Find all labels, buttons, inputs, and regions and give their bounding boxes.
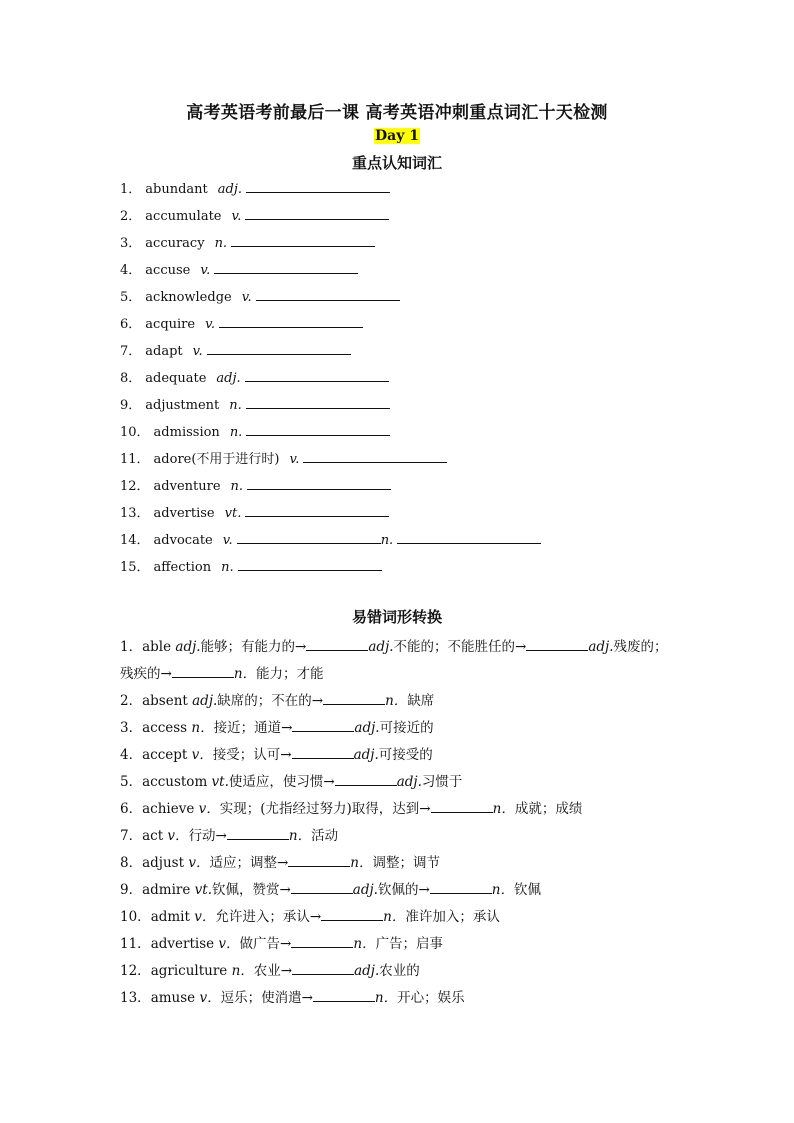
headword: advertise: [150, 936, 219, 952]
meaning-text: 钦佩，赞赏→: [211, 882, 291, 898]
vocab-pos: v.: [200, 263, 211, 278]
meaning-text: 接近；通道→: [213, 720, 293, 736]
answer-blank[interactable]: [526, 636, 588, 651]
vocab-item: [120, 475, 760, 502]
meaning-text: 习惯于: [421, 774, 463, 790]
pos-label: n．: [288, 828, 312, 844]
vocab-number: 15．: [120, 560, 150, 575]
vocab-word: admission: [153, 425, 220, 440]
pos-label: n．: [233, 666, 257, 682]
pos-label: vt.: [194, 882, 212, 898]
vocab-pos: vt.: [224, 506, 242, 521]
vocab-pos: n.: [380, 533, 394, 548]
meaning-text: 做广告→: [239, 936, 292, 952]
headword: act: [142, 828, 168, 844]
meaning-text: 农业的: [379, 963, 420, 979]
vocab-item: [120, 178, 760, 205]
answer-blank[interactable]: [291, 879, 353, 894]
pos-label: v．: [199, 990, 221, 1006]
vocab-number: 8．: [120, 371, 142, 386]
meaning-text: 活动: [311, 828, 339, 844]
answer-blank[interactable]: [292, 960, 354, 975]
word-form-item: [120, 769, 680, 796]
vocab-list: [120, 178, 760, 583]
pos-label: adj.: [354, 720, 380, 736]
vocab-item: [120, 529, 760, 556]
answer-blank[interactable]: [431, 798, 493, 813]
vocab-item: [120, 259, 760, 286]
meaning-text: 行动→: [188, 828, 227, 844]
vocab-pos: v.: [205, 317, 216, 332]
vocab-number: 14．: [120, 533, 150, 548]
headword: adjust: [142, 855, 189, 871]
meaning-text: 广告；启事: [375, 936, 444, 952]
vocab-number: 10．: [120, 425, 150, 440]
vocab-item: [120, 394, 760, 421]
meaning-text: 不能的；不能胜任的→: [393, 639, 527, 655]
answer-blank[interactable]: [237, 529, 381, 544]
pos-label: adj.: [353, 747, 379, 763]
vocab-item: [120, 205, 760, 232]
pos-label: n．: [383, 909, 406, 925]
meaning-text: 能够；有能力的→: [200, 639, 307, 655]
pos-label: v．: [188, 855, 210, 871]
meaning-text: 接受；认可→: [212, 747, 292, 763]
item-number: 10．: [120, 909, 151, 925]
vocab-word: adore(不用于进行时): [153, 452, 280, 467]
answer-blank[interactable]: [247, 475, 391, 490]
meaning-text: 成就；成绩: [514, 801, 583, 817]
meaning-text: 残废的；残疾的→: [120, 639, 668, 682]
headword: accept: [142, 747, 192, 763]
vocab-word: advocate: [153, 533, 213, 548]
vocab-pos: n.: [229, 425, 243, 440]
answer-blank[interactable]: [219, 313, 363, 328]
vocab-pos: v.: [222, 533, 233, 548]
headword: achieve: [142, 801, 199, 817]
vocab-pos: n.: [221, 560, 234, 575]
vocab-word: accuse: [145, 263, 191, 278]
vocab-word: advertise: [153, 506, 215, 521]
vocab-word: accumulate: [145, 209, 222, 224]
item-number: 4．: [120, 747, 143, 763]
meaning-text: 使适应，使习惯→: [228, 774, 335, 790]
answer-blank[interactable]: [246, 178, 390, 193]
vocab-item: [120, 367, 760, 394]
vocab-item: [120, 556, 760, 583]
answer-blank[interactable]: [313, 987, 375, 1002]
pos-label: adj.: [396, 774, 422, 790]
pos-label: adj.: [175, 639, 201, 655]
word-form-item: [120, 742, 680, 769]
headword: access: [142, 720, 192, 736]
vocab-number: 1．: [120, 182, 142, 197]
answer-blank[interactable]: [292, 717, 354, 732]
answer-blank[interactable]: [231, 232, 375, 247]
answer-blank[interactable]: [246, 421, 390, 436]
answer-blank[interactable]: [238, 556, 382, 571]
answer-blank[interactable]: [321, 906, 383, 921]
item-number: 2．: [120, 693, 143, 709]
item-number: 7．: [120, 828, 143, 844]
pos-label: v．: [198, 801, 220, 817]
word-form-item: [120, 985, 680, 1012]
meaning-text: 能力；才能: [256, 666, 324, 682]
vocab-pos: n.: [230, 479, 244, 494]
vocab-pos: adj.: [217, 182, 243, 197]
word-form-item: [120, 634, 680, 688]
confuse-list: [120, 634, 680, 1012]
pos-label: adj.: [588, 639, 614, 655]
pos-label: v．: [218, 936, 240, 952]
answer-blank[interactable]: [335, 771, 397, 786]
answer-blank[interactable]: [214, 259, 358, 274]
pos-label: adj.: [192, 693, 218, 709]
pos-label: n．: [231, 963, 254, 979]
answer-blank[interactable]: [288, 852, 350, 867]
pos-label: n．: [492, 801, 515, 817]
vocab-number: 5．: [120, 290, 142, 305]
meaning-text: 开心；娱乐: [397, 990, 465, 1006]
vocab-word: acquire: [145, 317, 196, 332]
day-highlight: Day 1: [375, 128, 419, 144]
answer-blank[interactable]: [397, 529, 541, 544]
meaning-text: 准许加入；承认: [405, 909, 500, 925]
answer-blank[interactable]: [306, 636, 368, 651]
item-number: 3．: [120, 720, 143, 736]
item-number: 12．: [120, 963, 151, 979]
item-number: 8．: [120, 855, 143, 871]
headword: absent: [142, 693, 193, 709]
word-form-item: [120, 715, 680, 742]
item-number: 13．: [120, 990, 151, 1006]
headword: able: [142, 639, 176, 655]
word-form-item: [120, 904, 680, 931]
day-label: [0, 128, 794, 144]
meaning-text: 缺席: [407, 693, 435, 709]
answer-blank[interactable]: [245, 502, 389, 517]
vocab-number: 6．: [120, 317, 142, 332]
word-form-item: [120, 688, 680, 715]
vocab-pos: adj.: [216, 371, 241, 386]
pos-label: n．: [385, 693, 408, 709]
meaning-text: 钦佩: [513, 882, 541, 898]
vocab-number: 7．: [120, 344, 142, 359]
pos-label: adj.: [352, 882, 378, 898]
word-form-item: [120, 796, 680, 823]
vocab-item: [120, 340, 760, 367]
vocab-item: [120, 448, 760, 475]
vocab-word: affection: [153, 560, 212, 575]
vocab-number: 12．: [120, 479, 150, 494]
answer-blank[interactable]: [291, 933, 353, 948]
item-number: 6．: [120, 801, 143, 817]
answer-blank[interactable]: [245, 205, 389, 220]
answer-blank[interactable]: [292, 744, 354, 759]
headword: admit: [150, 909, 195, 925]
answer-blank[interactable]: [207, 340, 351, 355]
meaning-text: 可接受的: [378, 747, 433, 763]
headword: agriculture: [150, 963, 232, 979]
vocab-item: [120, 232, 760, 259]
meaning-text: 调整；调节: [372, 855, 440, 871]
pos-label: n．: [350, 855, 373, 871]
pos-label: vt.: [211, 774, 229, 790]
meaning-text: 钦佩的→: [377, 882, 430, 898]
item-number: 11．: [120, 936, 151, 952]
word-form-item: [120, 958, 680, 985]
answer-blank[interactable]: [303, 448, 447, 463]
vocab-number: 13．: [120, 506, 150, 521]
word-form-item: [120, 931, 680, 958]
word-form-item: [120, 850, 680, 877]
vocab-pos: n.: [229, 398, 242, 413]
page-title: 高考英语考前最后一课 高考英语冲刺重点词汇十天检测: [186, 103, 608, 123]
pos-label: n．: [374, 990, 398, 1006]
section2-title: 易错词形转换: [351, 608, 442, 626]
vocab-pos: v.: [241, 290, 252, 305]
vocab-word: abundant: [145, 182, 208, 197]
vocab-item: [120, 502, 760, 529]
answer-blank[interactable]: [172, 663, 234, 678]
vocab-pos: v.: [192, 344, 203, 359]
meaning-text: 适应；调整→: [209, 855, 289, 871]
word-form-item: [120, 823, 680, 850]
item-number: 5．: [120, 774, 143, 790]
pos-label: n．: [191, 720, 214, 736]
vocab-word: adequate: [145, 371, 207, 386]
headword: accustom: [142, 774, 212, 790]
vocab-word: acknowledge: [145, 290, 232, 305]
meaning-text: 缺席的；不在的→: [217, 693, 324, 709]
answer-blank[interactable]: [227, 825, 289, 840]
pos-label: adj.: [368, 639, 394, 655]
answer-blank[interactable]: [323, 690, 385, 705]
vocab-number: 11．: [120, 452, 150, 467]
vocab-number: 4．: [120, 263, 142, 278]
pos-label: adj.: [354, 963, 380, 979]
pos-label: v．: [191, 747, 213, 763]
vocab-number: 2．: [120, 209, 142, 224]
meaning-text: 实现；(尤指经过努力)取得，达到→: [219, 801, 431, 817]
vocab-number: 3．: [120, 236, 142, 251]
answer-blank[interactable]: [430, 879, 492, 894]
answer-blank[interactable]: [256, 286, 400, 301]
pos-label: n．: [491, 882, 514, 898]
vocab-item: [120, 313, 760, 340]
section1-title: 重点认知词汇: [351, 154, 442, 172]
vocab-pos: v.: [289, 452, 300, 467]
pos-label: v．: [167, 828, 189, 844]
vocab-word: adjustment: [145, 398, 220, 413]
headword: amuse: [150, 990, 200, 1006]
item-number: 9．: [120, 882, 143, 898]
vocab-pos: v.: [231, 209, 242, 224]
headword: admire: [142, 882, 195, 898]
word-form-item: [120, 877, 680, 904]
meaning-text: 逗乐；使消遣→: [220, 990, 313, 1006]
pos-label: n．: [353, 936, 376, 952]
vocab-item: [120, 421, 760, 448]
meaning-text: 允许进入；承认→: [215, 909, 322, 925]
vocab-pos: n.: [214, 236, 228, 251]
meaning-text: 可接近的: [379, 720, 434, 736]
vocab-word: accuracy: [145, 236, 205, 251]
item-number: 1．: [120, 639, 143, 655]
vocab-number: 9．: [120, 398, 142, 413]
answer-blank[interactable]: [245, 367, 389, 382]
vocab-word: adapt: [145, 344, 183, 359]
answer-blank[interactable]: [246, 394, 390, 409]
pos-label: v．: [194, 909, 216, 925]
vocab-word: adventure: [153, 479, 221, 494]
meaning-text: 农业→: [253, 963, 293, 979]
vocab-item: [120, 286, 760, 313]
